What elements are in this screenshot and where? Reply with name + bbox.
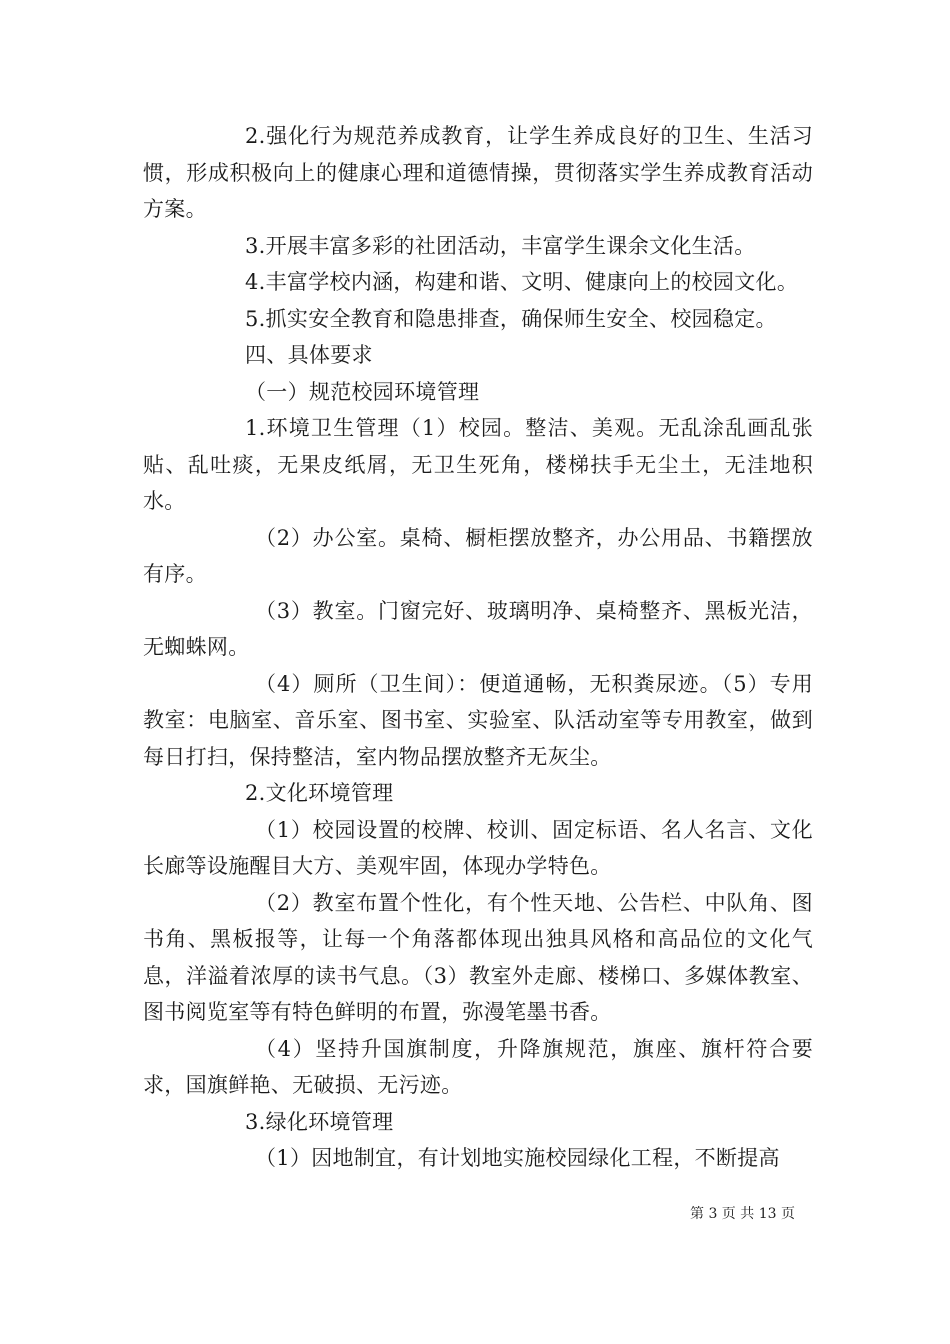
paragraph-hygiene-classroom: （3）教室。门窗完好、玻璃明净、桌椅整齐、黑板光洁，无蜘蛛网。 — [143, 598, 813, 659]
paragraph-hygiene-office: （2）办公室。桌椅、橱柜摆放整齐，办公用品、书籍摆放有序。 — [143, 525, 813, 586]
paragraph-school-culture: 4.丰富学校内涵，构建和谐、文明、健康向上的校园文化。 — [245, 270, 799, 294]
paragraph-habit-education: 2.强化行为规范养成教育，让学生养成良好的卫生、生活习惯，形成积极向上的健康心理和道德情操，贯彻落实学生养成教育活动方案。 — [143, 124, 813, 221]
heading-greening-environment: 3.绿化环境管理 — [245, 1109, 394, 1134]
paragraph-safety-education: 5.抓实安全教育和隐患排查，确保师生安全、校园稳定。 — [245, 306, 777, 331]
paragraph-hygiene-campus: 1.环境卫生管理（1）校园。整洁、美观。无乱涂乱画乱张贴、乱吐痰，无果皮纸屑，无卫生死角，楼梯扶手无尘土，无洼地积水。 — [143, 416, 813, 513]
paragraph-culture-signage: （1）校园设置的校牌、校训、固定标语、名人名言、文化长廊等设施醒目大方、美观牢固，体现办学特色。 — [143, 817, 813, 878]
paragraph-greening-plan: （1）因地制宜，有计划地实施校园绿化工程，不断提高 — [255, 1146, 780, 1170]
heading-culture-environment: 2.文化环境管理 — [245, 781, 394, 805]
paragraph-hygiene-toilet: （4）厕所（卫生间）：便道通畅，无积粪尿迹。（5）专用教室：电脑室、音乐室、图书室、实验室、队活动室等专用教室，做到每日打扫，保持整洁，室内物品摆放整齐无灰尘。 — [143, 671, 813, 769]
paragraph-culture-classroom: （2）教室布置个性化，有个性天地、公告栏、中队角、图书角、黑板报等，让每一个角落都体现出独具风格和高品位的文化气息，洋溢着浓厚的读书气息。（3）教室外走廊、楼梯口、多媒体教室、图书阅览室等有特色鲜明的布置，弥漫笔墨书香。 — [143, 890, 813, 1024]
document-body — [143, 118, 813, 1177]
paragraph-club-activities: 3.开展丰富多彩的社团活动，丰富学生课余文化生活。 — [245, 233, 756, 258]
paragraph-culture-flag: （4）坚持升国旗制度，升降旗规范，旗座、旗杆符合要求，国旗鲜艳、无破损、无污迹。 — [143, 1036, 813, 1097]
page-number-footer: 第 3 页 共 13 页 — [690, 1206, 795, 1222]
subsection-heading-environment: （一）规范校园环境管理 — [245, 379, 480, 404]
section-heading-requirements: 四、具体要求 — [245, 343, 373, 367]
